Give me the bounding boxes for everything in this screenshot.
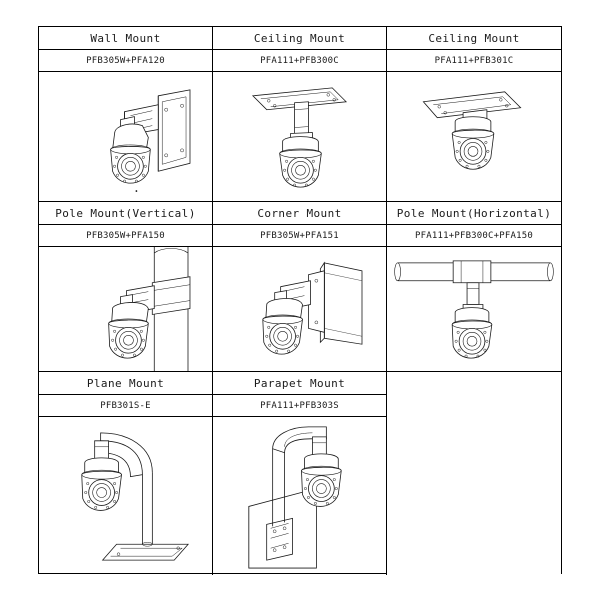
mount-title: Ceiling Mount [387, 27, 561, 50]
mount-cell-parapet-mount [213, 372, 387, 575]
mount-part-numbers: PFA111+PFB300C [213, 50, 386, 72]
mount-options-grid [38, 26, 562, 574]
mount-title: Plane Mount [39, 372, 212, 395]
illustration-wall-mount [39, 72, 212, 201]
illustration-ceiling-mount-300c [213, 72, 386, 201]
mount-title: Pole Mount(Horizontal) [387, 202, 561, 225]
mount-cell-pole-mount-horizontal [387, 202, 561, 372]
mount-part-numbers: PFB305W+PFA151 [213, 225, 386, 247]
illustration-ceiling-mount-301c [387, 72, 561, 201]
mount-title: Pole Mount(Vertical) [39, 202, 212, 225]
mount-part-numbers: PFA111+PFB303S [213, 395, 386, 417]
mount-title: Wall Mount [39, 27, 212, 50]
mount-cell-empty [387, 372, 561, 575]
mount-cell-plane-mount [39, 372, 213, 575]
mount-title: Parapet Mount [213, 372, 386, 395]
mount-cell-corner-mount [213, 202, 387, 372]
mount-cell-pole-mount-vertical [39, 202, 213, 372]
mount-part-numbers: PFA111+PFB301C [387, 50, 561, 72]
illustration-corner-mount [213, 247, 386, 371]
mount-part-numbers: PFB305W+PFA150 [39, 225, 212, 247]
illustration-plane-mount [39, 417, 212, 575]
mount-part-numbers: PFB305W+PFA120 [39, 50, 212, 72]
mount-title: Ceiling Mount [213, 27, 386, 50]
mount-part-numbers: PFA111+PFB300C+PFA150 [387, 225, 561, 247]
illustration-parapet-mount [213, 417, 386, 575]
illustration-pole-mount-horizontal [387, 247, 561, 371]
mount-cell-wall-mount [39, 27, 213, 202]
mount-cell-ceiling-mount-301c [387, 27, 561, 202]
mount-title: Corner Mount [213, 202, 386, 225]
mount-part-numbers: PFB301S-E [39, 395, 212, 417]
illustration-pole-mount-vertical [39, 247, 212, 371]
mount-cell-ceiling-mount-300c [213, 27, 387, 202]
